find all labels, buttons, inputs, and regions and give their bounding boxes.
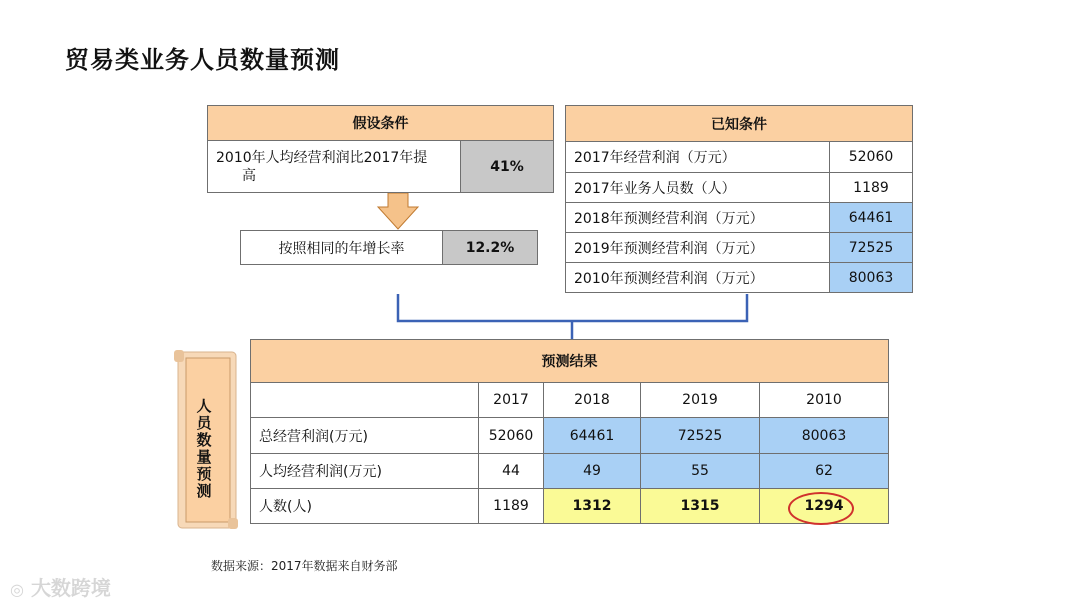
side-label <box>190 398 218 500</box>
results-cell: 49 <box>544 454 641 489</box>
assumption-row1-text-cont: 高 <box>242 167 256 184</box>
known-row-label: 2010年预测经营利润（万元） <box>566 263 830 293</box>
side-label-char: 人 <box>196 397 212 415</box>
known-row-value: 80063 <box>830 263 913 293</box>
assumption-row1-label <box>208 141 461 193</box>
highlight-circle <box>788 492 854 525</box>
results-cell: 72525 <box>641 418 760 454</box>
known-row-label: 2017年经营利润（万元） <box>566 142 830 173</box>
results-cell: 1189 <box>479 489 544 524</box>
source-note: 数据来源：2017年数据来自财务部 <box>211 559 398 573</box>
results-cell: 52060 <box>479 418 544 454</box>
side-label-char: 预 <box>196 465 212 483</box>
results-cell: 44 <box>479 454 544 489</box>
known-row-value: 1189 <box>830 173 913 203</box>
results-cell: 55 <box>641 454 760 489</box>
results-row-label: 人均经营利润(万元) <box>251 454 479 489</box>
results-cell: 1315 <box>641 489 760 524</box>
year-header: 2019 <box>641 383 760 418</box>
connector-bracket <box>390 290 760 342</box>
known-header: 已知条件 <box>566 106 913 142</box>
results-row-label: 人数(人) <box>251 489 479 524</box>
assumption-row1-text: 2010年人均经营利润比2017年提 <box>216 149 428 166</box>
results-header: 预测结果 <box>251 340 889 383</box>
results-cell: 80063 <box>760 418 889 454</box>
results-corner-cell <box>251 383 479 418</box>
assumption-row1-value: 41% <box>461 141 554 193</box>
side-label-char: 员 <box>196 414 212 432</box>
results-cell: 1294 <box>760 489 889 524</box>
results-cell: 62 <box>760 454 889 489</box>
results-table <box>250 339 889 524</box>
known-row-label: 2017年业务人员数（人） <box>566 173 830 203</box>
known-table <box>565 105 913 293</box>
down-arrow-icon <box>376 193 420 231</box>
watermark-logo <box>10 572 111 601</box>
page-title: 贸易类业务人员数量预测 <box>65 46 340 74</box>
known-row-value: 72525 <box>830 233 913 263</box>
year-header: 2010 <box>760 383 889 418</box>
known-row-value: 64461 <box>830 203 913 233</box>
results-row-label: 总经营利润(万元) <box>251 418 479 454</box>
known-row-label: 2018年预测经营利润（万元） <box>566 203 830 233</box>
side-label-char: 测 <box>196 482 212 500</box>
known-row-value: 52060 <box>830 142 913 173</box>
assumption-header: 假设条件 <box>208 106 554 141</box>
year-header: 2017 <box>479 383 544 418</box>
assumption-table <box>207 105 554 193</box>
side-label-char: 数 <box>196 431 212 449</box>
side-label-char: 量 <box>196 448 212 466</box>
year-header: 2018 <box>544 383 641 418</box>
growth-label: 按照相同的年增长率 <box>241 231 443 265</box>
growth-table <box>240 230 538 265</box>
results-cell: 64461 <box>544 418 641 454</box>
growth-value: 12.2% <box>443 231 538 265</box>
known-row-label: 2019年预测经营利润（万元） <box>566 233 830 263</box>
watermark-text: 大数跨境 <box>30 576 111 600</box>
watermark-icon: ◎ <box>10 580 24 599</box>
results-cell: 1312 <box>544 489 641 524</box>
